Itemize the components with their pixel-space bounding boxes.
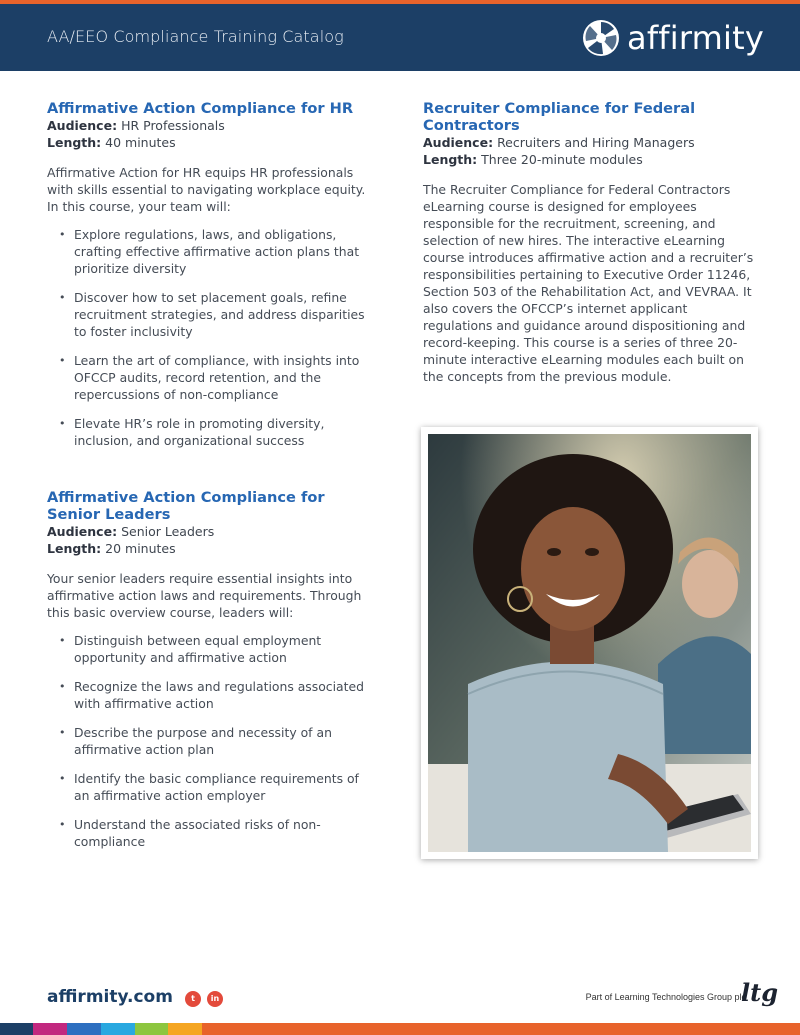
bullet-text: Describe the purpose and necessity of an affirmative action plan (74, 725, 332, 757)
bullet-text: Understand the associated risks of non-compliance (74, 817, 321, 849)
length-value: 40 minutes (105, 135, 176, 150)
course-hr-title: Affirmative Action Compliance for HR (47, 100, 354, 117)
affirmity-logo[interactable] (581, 16, 764, 60)
logo-wordmark: affirmity (627, 19, 764, 57)
course-recruiter-description: The Recruiter Compliance for Federal Contractors eLearning course is designed for employees responsible for the recruitment, screening, and selection of new hires. The interactive eLearning course introduces affirmative action and a recruiter’s responsibilities pertaining to Executive Order 11246, Section 503 of the Rehabilitation Act, and VEVRAA. It also covers the OFCCP’s internet applicant regulations and guidance around dispositioning and record-keeping. This course is a series of three 20-minute interactive eLearning modules each built on the concepts from the previous module. (423, 182, 754, 384)
course-hr-bullets (47, 226, 377, 449)
color-bar-segment (67, 1023, 101, 1035)
course-recruiter-length (423, 151, 758, 168)
color-bar-segment (0, 1023, 33, 1035)
bullet-icon: • (59, 417, 66, 430)
audience-value: Recruiters and Hiring Managers (497, 135, 695, 150)
bullet-text: Identify the basic compliance requirements of an affirmative action employer (74, 771, 359, 803)
course-senior-length (47, 540, 377, 557)
page-header (0, 0, 800, 71)
length-label: Length: (47, 541, 102, 556)
bullet-icon: • (59, 726, 66, 739)
course-hr-audience (47, 117, 377, 134)
audience-label: Audience: (47, 118, 118, 133)
course-recruiter-audience (423, 134, 758, 151)
course-senior-title: Affirmative Action Compliance for Senior Leaders (47, 489, 325, 523)
course-recruiter-section (423, 100, 758, 385)
website-link[interactable]: affirmity.com (47, 987, 173, 1007)
twitter-icon[interactable]: t (185, 991, 201, 1007)
bullet-text: Distinguish between equal employment opportunity and affirmative action (74, 633, 322, 665)
photo-illustration (428, 434, 751, 852)
footer-color-bar (0, 1023, 800, 1035)
bullet-text: Elevate HR’s role in promoting diversity, inclusion, and organizational success (74, 416, 325, 448)
bullet-icon: • (59, 291, 66, 304)
catalog-title: AA/EEO Compliance Training Catalog (47, 27, 344, 46)
course-hr-length (47, 134, 377, 151)
bullet-text: Explore regulations, laws, and obligations, crafting effective affirmative action plans that prioritize diversity (74, 227, 360, 276)
list-item (47, 632, 377, 666)
audience-value: Senior Leaders (121, 524, 215, 539)
bullet-icon: • (59, 634, 66, 647)
audience-label: Audience: (423, 135, 494, 150)
course-senior-description: Your senior leaders require essential insights into affirmative action laws and requirements. Through this basic overview course, leaders will: (47, 571, 362, 620)
list-item (47, 415, 377, 449)
course-senior-audience (47, 523, 377, 540)
bullet-icon: • (59, 772, 66, 785)
list-item (47, 816, 377, 850)
bullet-icon: • (59, 228, 66, 241)
course-senior-bullets (47, 632, 377, 850)
color-bar-segment (168, 1023, 202, 1035)
length-value: Three 20-minute modules (481, 152, 643, 167)
bullet-text: Discover how to set placement goals, refine recruitment strategies, and address disparities to foster inclusivity (74, 290, 365, 339)
bullet-icon: • (59, 680, 66, 693)
ltg-logo: ltg (741, 978, 778, 1007)
smiling-woman-photo (421, 427, 758, 859)
bullet-text: Recognize the laws and regulations associated with affirmative action (74, 679, 364, 711)
list-item (47, 352, 377, 403)
length-label: Length: (423, 152, 478, 167)
length-value: 20 minutes (105, 541, 176, 556)
audience-label: Audience: (47, 524, 118, 539)
course-senior-section (47, 489, 377, 862)
linkedin-icon[interactable]: in (207, 991, 223, 1007)
ltg-tagline: Part of Learning Technologies Group plc (585, 992, 746, 1002)
color-bar-segment (101, 1023, 135, 1035)
list-item (47, 724, 377, 758)
course-recruiter-title: Recruiter Compliance for Federal Contractors (423, 100, 696, 134)
bullet-text: Learn the art of compliance, with insights into OFCCP audits, record retention, and the repercussions of non-compliance (74, 353, 360, 402)
color-bar-segment (33, 1023, 67, 1035)
length-label: Length: (47, 135, 102, 150)
course-hr-section (47, 100, 377, 461)
color-bar-segment (202, 1023, 800, 1035)
list-item (47, 289, 377, 340)
list-item (47, 678, 377, 712)
aperture-logo-icon (581, 18, 621, 58)
color-bar-segment (135, 1023, 168, 1035)
list-item (47, 770, 377, 804)
bullet-icon: • (59, 818, 66, 831)
audience-value: HR Professionals (121, 118, 225, 133)
course-hr-description: Affirmative Action for HR equips HR professionals with skills essential to navigating workplace equity. In this course, your team will: (47, 165, 366, 214)
list-item (47, 226, 377, 277)
bullet-icon: • (59, 354, 66, 367)
